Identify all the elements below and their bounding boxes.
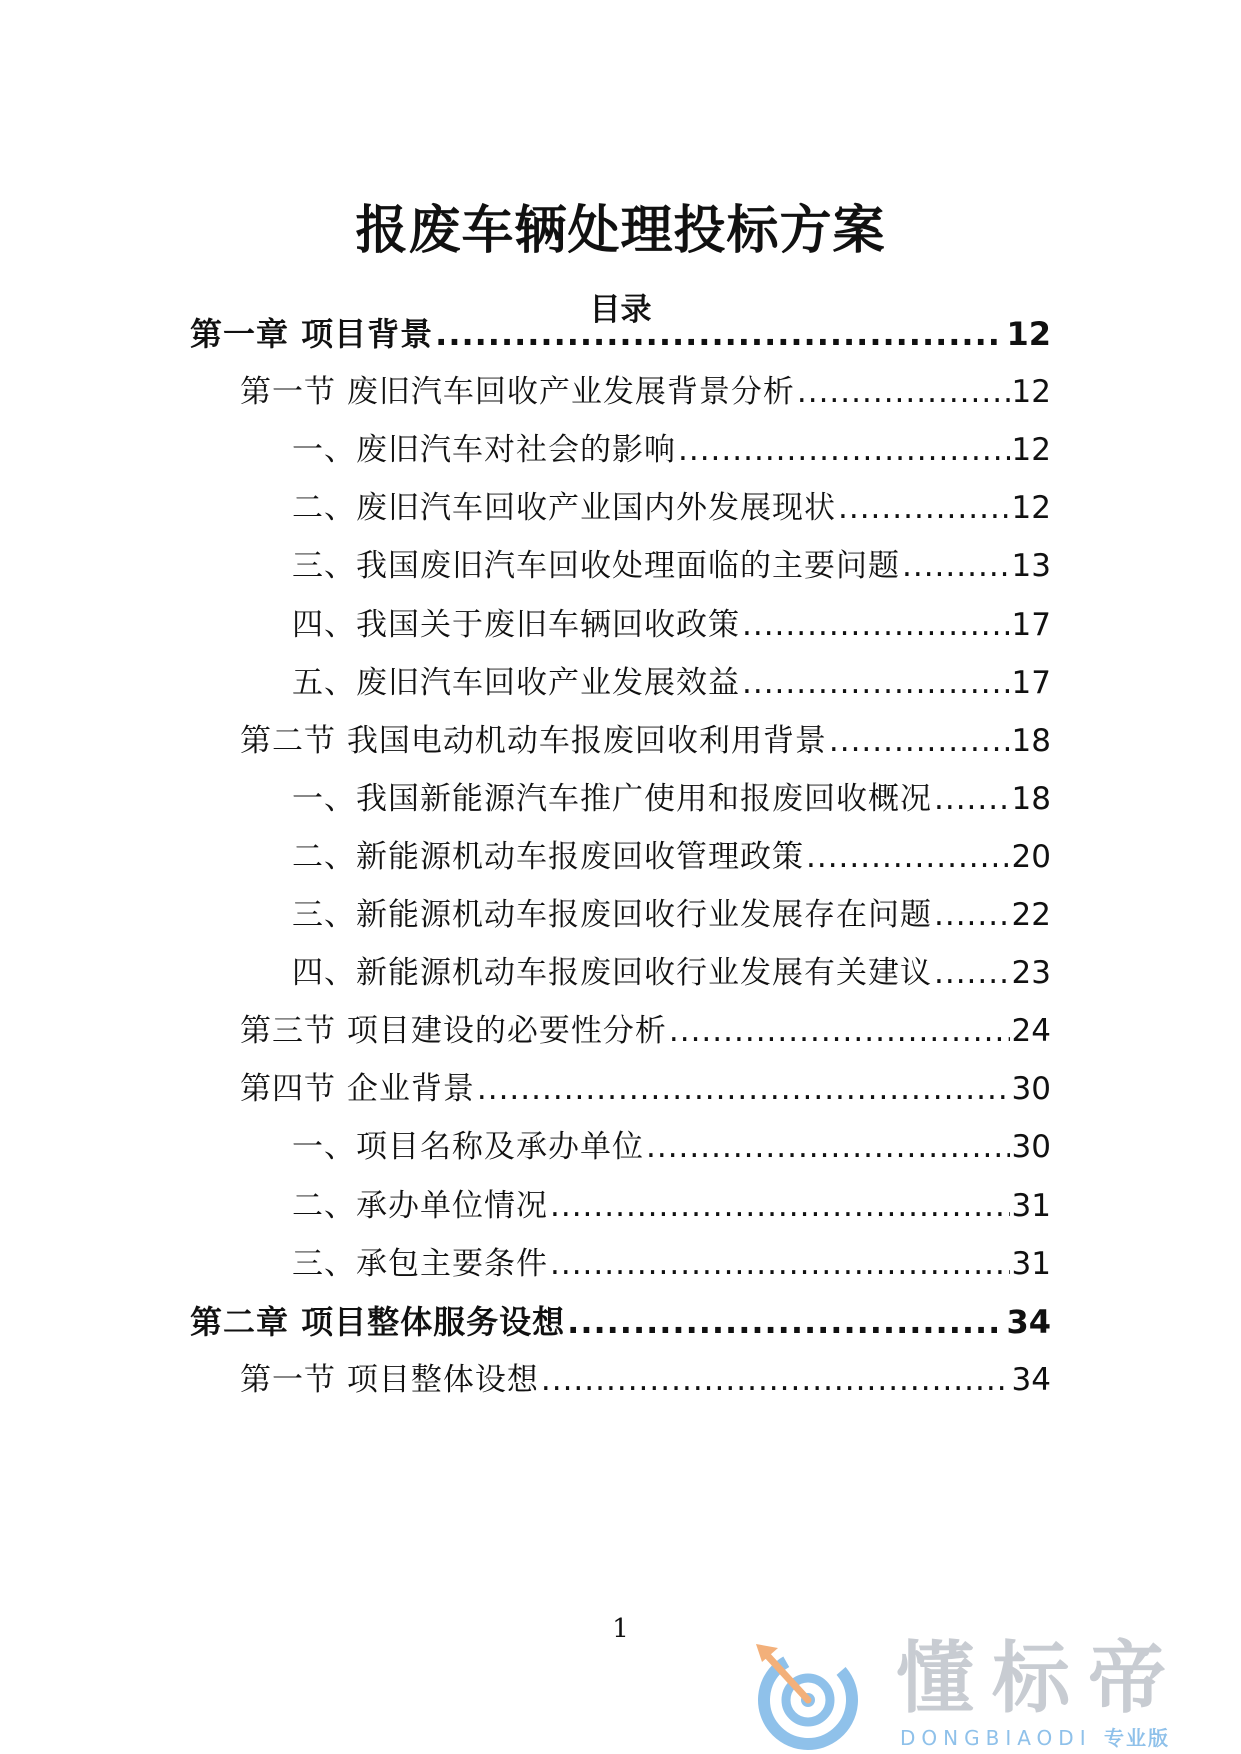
toc-entry-page: 30 — [1011, 1071, 1051, 1108]
toc-entry[interactable] — [190, 312, 1051, 356]
toc-entry-label: 三、承包主要条件 — [292, 1245, 548, 1282]
toc-entry-page: 18 — [1011, 780, 1051, 817]
toc-entry[interactable] — [292, 1184, 1051, 1228]
toc-entry[interactable] — [240, 1067, 1051, 1111]
toc-dot-leader — [435, 312, 1004, 356]
watermark-edition: 专业版 — [1103, 1726, 1170, 1750]
toc-entry[interactable] — [190, 1300, 1051, 1344]
toc-entry-label: 四、新能源机动车报废回收行业发展有关建议 — [292, 955, 932, 992]
watermark-pinyin: DONGBIAODI — [900, 1726, 1092, 1750]
watermark-subtitle — [900, 1726, 1170, 1750]
toc-dot-leader — [829, 719, 1010, 763]
toc-entry-page: 22 — [1011, 897, 1051, 933]
toc-entry-label: 一、废旧汽车对社会的影响 — [292, 432, 676, 469]
toc-dot-leader — [934, 951, 1010, 995]
toc-dot-leader — [838, 486, 1010, 530]
toc-dot-leader — [477, 1067, 1010, 1111]
toc-entry-label: 四、我国关于废旧车辆回收政策 — [292, 606, 740, 643]
toc-entry-label: 二、承办单位情况 — [292, 1187, 548, 1224]
toc-entry-page: 34 — [1006, 1302, 1051, 1341]
toc-entry-label: 第一节 项目整体设想 — [240, 1361, 539, 1398]
toc-dot-leader — [934, 777, 1010, 821]
toc-entry[interactable] — [292, 1242, 1051, 1286]
brand-watermark — [748, 1632, 1228, 1754]
toc-entry-label: 第四节 企业背景 — [240, 1071, 475, 1108]
toc-entry-page: 20 — [1011, 838, 1051, 875]
toc-dot-leader — [567, 1300, 1004, 1344]
toc-entry-page: 31 — [1011, 1187, 1051, 1224]
toc-dot-leader — [550, 1184, 1010, 1228]
toc-entry-page: 18 — [1011, 722, 1051, 759]
toc-entry-page: 12 — [1011, 490, 1051, 527]
toc-entry-label: 第二章 项目整体服务设想 — [190, 1302, 566, 1341]
toc-entry[interactable] — [292, 777, 1051, 821]
target-arrow-icon — [748, 1632, 868, 1754]
toc-entry-page: 12 — [1011, 374, 1051, 411]
toc-entry-page: 24 — [1011, 1013, 1051, 1050]
toc-entry-label: 二、新能源机动车报废回收管理政策 — [292, 838, 804, 875]
toc-entry[interactable] — [292, 544, 1051, 588]
toc-entry-page: 17 — [1011, 664, 1051, 701]
toc-entry-page: 12 — [1011, 432, 1051, 469]
toc-entry[interactable] — [292, 486, 1051, 530]
toc-dot-leader — [902, 544, 1010, 588]
toc-entry[interactable] — [292, 603, 1051, 647]
toc-entry-page: 23 — [1011, 955, 1051, 992]
toc-entry-label: 三、新能源机动车报废回收行业发展存在问题 — [292, 897, 932, 933]
toc-dot-leader — [806, 835, 1010, 879]
toc-dot-leader — [742, 603, 1010, 647]
toc-entry-page: 30 — [1011, 1129, 1051, 1166]
toc-dot-leader — [742, 661, 1010, 705]
toc-dot-leader — [669, 1009, 1010, 1053]
toc-dot-leader — [678, 428, 1010, 472]
toc-entry[interactable] — [292, 951, 1051, 995]
toc-entry-page: 12 — [1006, 315, 1051, 353]
toc-entry-page: 31 — [1011, 1245, 1051, 1282]
toc-entry-label: 第三节 项目建设的必要性分析 — [240, 1013, 667, 1050]
toc-dot-leader — [550, 1242, 1010, 1286]
toc-entry[interactable] — [240, 719, 1051, 763]
toc-entry[interactable] — [240, 1009, 1051, 1053]
toc-entry[interactable] — [292, 428, 1051, 472]
toc-entry[interactable] — [292, 661, 1051, 705]
toc-entry-label: 三、我国废旧汽车回收处理面临的主要问题 — [292, 548, 900, 585]
toc-entry[interactable] — [240, 370, 1051, 414]
toc-dot-leader — [541, 1358, 1010, 1402]
toc-dot-leader — [797, 370, 1010, 414]
toc-entry[interactable] — [292, 1125, 1051, 1169]
toc-entry[interactable] — [292, 835, 1051, 879]
toc-entry-label: 第一章 项目背景 — [190, 315, 434, 353]
page-number: 1 — [612, 1614, 629, 1644]
toc-entry-label: 五、废旧汽车回收产业发展效益 — [292, 664, 740, 701]
toc-entry[interactable] — [292, 893, 1051, 937]
toc-dot-leader — [934, 893, 1010, 937]
toc-heading: 目录 — [589, 292, 652, 328]
watermark-brand-name: 懂标帝 — [896, 1634, 1185, 1724]
toc-entry-page: 13 — [1011, 548, 1051, 585]
toc-dot-leader — [646, 1125, 1010, 1169]
toc-entry-label: 一、我国新能源汽车推广使用和报废回收概况 — [292, 780, 932, 817]
document-title: 报废车辆处理投标方案 — [355, 201, 886, 261]
toc-entry-page: 17 — [1011, 606, 1051, 643]
toc-entry-label: 第一节 废旧汽车回收产业发展背景分析 — [240, 374, 795, 411]
toc-entry[interactable] — [240, 1358, 1051, 1402]
toc-entry-page: 34 — [1011, 1361, 1051, 1398]
toc-entry-label: 二、废旧汽车回收产业国内外发展现状 — [292, 490, 836, 527]
toc-entry-label: 一、项目名称及承办单位 — [292, 1129, 644, 1166]
toc-entry-label: 第二节 我国电动机动车报废回收利用背景 — [240, 722, 827, 759]
